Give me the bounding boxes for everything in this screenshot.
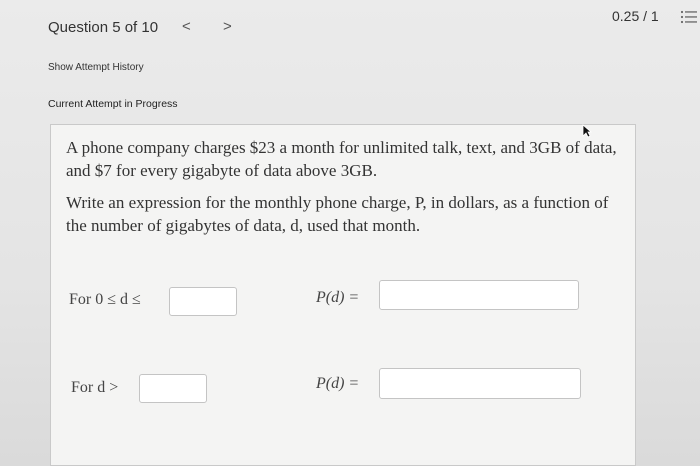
previous-question-button[interactable]: < xyxy=(182,18,191,35)
current-attempt-label: Current Attempt in Progress xyxy=(48,98,178,110)
list-icon[interactable] xyxy=(680,9,698,25)
problem-panel xyxy=(50,124,636,466)
expression-field-row1[interactable] xyxy=(380,281,578,309)
function-label-row1: P(d) = xyxy=(316,289,360,306)
upper-bound-input-row1[interactable] xyxy=(169,287,237,316)
question-counter: Question 5 of 10 xyxy=(48,19,159,36)
function-label-row2: P(d) = xyxy=(316,375,360,392)
expression-field-row2[interactable] xyxy=(380,369,580,398)
upper-bound-field-row1[interactable] xyxy=(170,288,236,315)
domain-label-row1: For 0 ≤ d ≤ xyxy=(69,291,141,308)
problem-instructions: Write an expression for the monthly phone charge, P, in dollars, as a function of the number of gigabytes of data, d, used that month. xyxy=(66,193,609,235)
expression-input-row1[interactable] xyxy=(379,280,579,310)
next-question-button[interactable]: > xyxy=(223,18,232,35)
mouse-cursor-icon xyxy=(582,124,592,138)
problem-statement: A phone company charges $23 a month for unlimited talk, text, and 3GB of data, and $7 for every gigabyte of data above 3GB. xyxy=(66,138,617,180)
score-display: 0.25 / 1 xyxy=(612,8,659,24)
show-attempt-history-link[interactable]: Show Attempt History xyxy=(48,62,144,73)
lower-bound-input-row2[interactable] xyxy=(139,374,207,403)
lower-bound-field-row2[interactable] xyxy=(140,375,206,402)
domain-label-row2: For d > xyxy=(71,379,119,396)
expression-input-row2[interactable] xyxy=(379,368,581,399)
